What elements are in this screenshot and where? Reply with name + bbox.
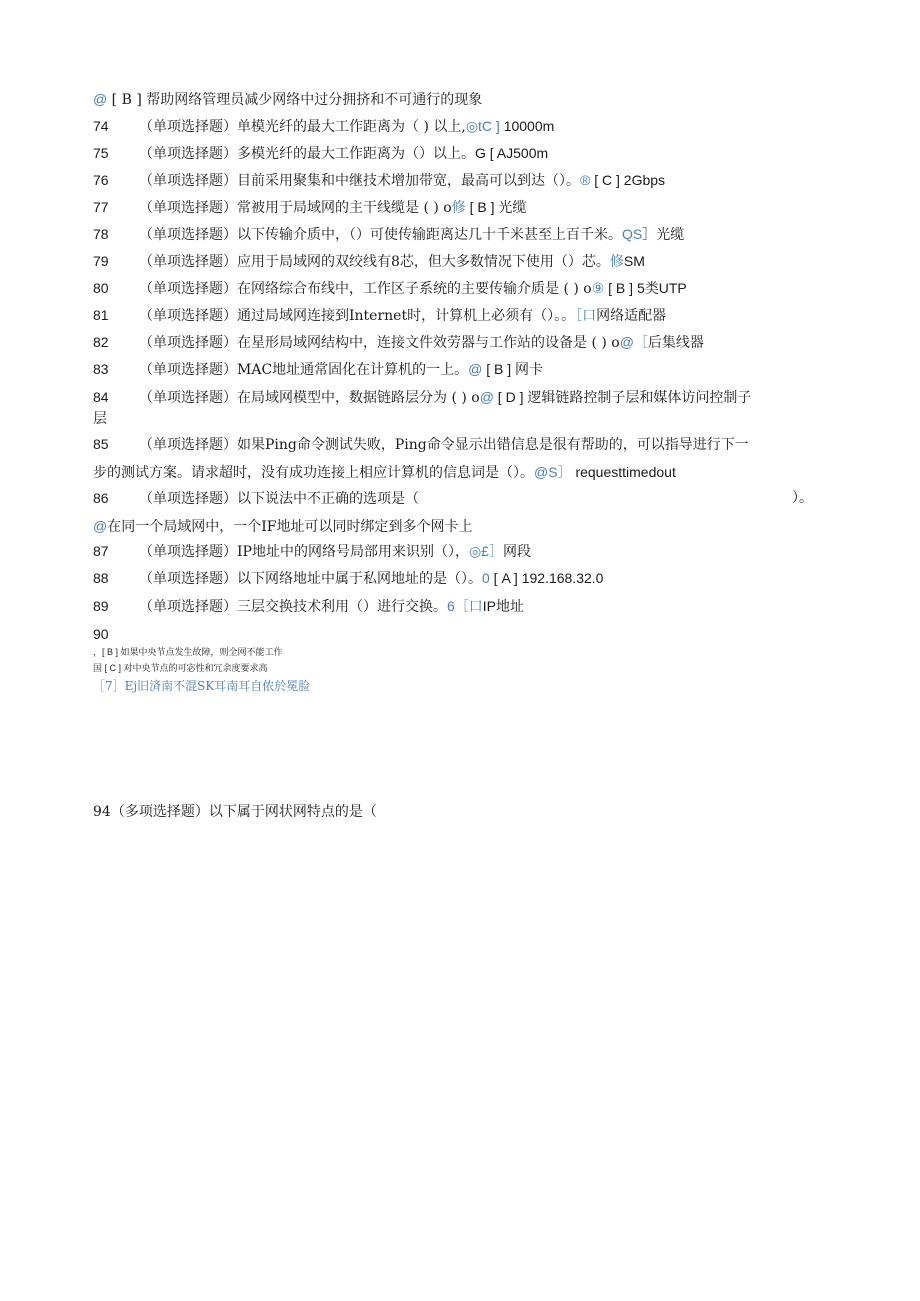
- question-text: （单项选择题）应用于局域网的双绞线有8芯，但大多数情况下使用（）芯。: [139, 254, 610, 270]
- answer-marker: @S］: [534, 464, 572, 480]
- answer-text: 10000m: [499, 118, 555, 134]
- question-text: （单项选择题）以下网络地址中属于私网地址的是（）。: [139, 571, 482, 587]
- question-text: （单项选择题）以下说法中不正确的选项是（: [139, 491, 419, 507]
- answer-text: [ D ] 逻辑链路控制子层和媒体访问控制子: [493, 389, 752, 405]
- question-90: [93, 624, 109, 645]
- answer-text: [ A ] 192.168.32.0: [489, 570, 604, 586]
- question-text: （单项选择题）在星形局域网结构中，连接文件效劳器与工作站的设备是 ( ) o: [139, 335, 620, 351]
- answer-line-73: [93, 89, 482, 110]
- question-80: [93, 278, 687, 299]
- garbled-option-line: ［7］Ej旧済南不混SK耳南耳自侬於冕脸: [93, 679, 311, 693]
- option-line-b: ，[ B ] 如果中央节点发生故障，则全网不能工作: [93, 647, 283, 657]
- answer-marker: QS: [622, 226, 643, 242]
- question-87: [93, 541, 531, 562]
- answer-text: [ B ] 网卡: [482, 361, 544, 377]
- question-number: 77: [93, 199, 109, 215]
- question-text: （单项选择题）如果Ping命令测试失败，Ping命令显示出错信息是很有帮助的，可以指导进行下一: [139, 437, 749, 453]
- question-text: （单项选择题）在网络综合布线中，工作区子系统的主要传输介质是 ( ) o: [139, 281, 592, 297]
- question-text: （单项选择题）在局域网模型中，数据链路层分为 ( ) o: [139, 390, 480, 406]
- question-continuation: 层: [93, 411, 107, 427]
- answer-text: 在同一个局域网中，一个IF地址可以同时绑定到多个网卡上: [107, 519, 473, 535]
- question-number: 80: [93, 280, 109, 296]
- question-88: [93, 568, 603, 589]
- answer-marker: @: [468, 361, 483, 377]
- question-text: （单项选择题）三层交换技术利用（）进行交换。: [139, 599, 447, 615]
- question-text: （单项选择题）以下传输介质中，（）可使传输距离达几十千米甚至上百千米。: [139, 227, 622, 243]
- question-81: [93, 305, 666, 326]
- question-number: 83: [93, 361, 109, 377]
- question-77: [93, 197, 526, 218]
- answer-text: IP地址: [482, 598, 525, 614]
- question-number: 79: [93, 253, 109, 269]
- question-84: [93, 387, 813, 430]
- question-number: 89: [93, 598, 109, 614]
- answer-marker: @: [479, 389, 494, 405]
- question-number: 82: [93, 334, 109, 350]
- answer-marker: ◎tC ]: [465, 118, 500, 134]
- answer-text: 后集线器: [647, 335, 704, 351]
- question-79: [93, 251, 645, 272]
- question-text: （单项选择题）常被用于局域网的主干线缆是 ( ) o: [139, 200, 452, 216]
- answer-text: SM: [623, 253, 645, 269]
- answer-text: [ B ] 5类UTP: [604, 280, 687, 296]
- question-text: （单项选择题）MAC地址通常固化在计算机的一上。: [139, 362, 469, 378]
- question-text: （单项选择题）多模光纤的最大工作距离为（）以上。: [139, 146, 475, 162]
- question-86: [93, 488, 813, 538]
- question-number: 75: [93, 145, 109, 161]
- question-number: 81: [93, 307, 109, 323]
- question-76: [93, 170, 665, 191]
- question-82: [93, 332, 704, 353]
- answer-marker: @: [93, 91, 108, 107]
- answer-marker: @: [93, 518, 108, 534]
- answer-marker: 6［口: [447, 598, 483, 614]
- answer-marker: ◎£］: [468, 543, 503, 559]
- question-83: [93, 359, 543, 380]
- answer-text: [ C ] 2Gbps: [590, 172, 666, 188]
- question-78: [93, 224, 684, 245]
- question-text: （单项选择题）通过局域网连接到Internet时，计算机上必须有（）。。: [139, 308, 576, 324]
- answer-text: G [ AJ500m: [475, 145, 549, 161]
- question-number: 85: [93, 436, 109, 452]
- question-closing: ）。: [792, 490, 813, 506]
- question-89: [93, 596, 524, 617]
- answer-marker: 0: [482, 570, 490, 586]
- question-continuation: 步的测试方案。请求超时，没有成功连接上相应计算机的信息词是（）。: [93, 465, 534, 481]
- answer-text: 网络适配器: [596, 308, 667, 324]
- answer-marker: 修: [451, 199, 466, 215]
- option-line-c: 国 [ C ] 对中央节点的可宓性和冗余度要求高: [93, 663, 268, 673]
- question-text: （单项选择题）IP地址中的网络号局部用来识别（），: [139, 544, 469, 560]
- question-85: [93, 434, 813, 484]
- question-text: 94（多项选择题）以下属于网状网特点的是（: [93, 804, 377, 820]
- question-number: 90: [93, 626, 109, 642]
- answer-marker: ［口: [575, 307, 597, 323]
- question-number: 74: [93, 118, 109, 134]
- question-number: 86: [93, 490, 109, 506]
- question-number: 88: [93, 570, 109, 586]
- answer-text: requesttimedout: [571, 464, 676, 480]
- question-text: （单项选择题）目前采用聚集和中继技术增加带宽，最高可以到达（）。: [139, 173, 580, 189]
- answer-text: [ B ] 帮助网络管理员减少网络中过分拥挤和不可通行的现象: [111, 92, 483, 108]
- question-number: 87: [93, 543, 109, 559]
- question-94: [93, 802, 377, 822]
- answer-marker: @［: [619, 334, 648, 350]
- answer-marker: ⑨: [591, 280, 605, 296]
- question-number: 84: [93, 389, 109, 405]
- question-75: [93, 143, 548, 164]
- answer-marker: ®: [580, 172, 591, 188]
- answer-text: 网段: [502, 544, 531, 560]
- answer-text: ］光缆: [642, 227, 685, 243]
- question-number: 76: [93, 172, 109, 188]
- question-74: [93, 116, 554, 137]
- answer-text: [ B ] 光缆: [465, 199, 527, 215]
- question-text: （单项选择题）单模光纤的最大工作距离为（ ) 以上,: [139, 119, 466, 135]
- question-number: 78: [93, 226, 109, 242]
- answer-marker: 修: [609, 253, 624, 269]
